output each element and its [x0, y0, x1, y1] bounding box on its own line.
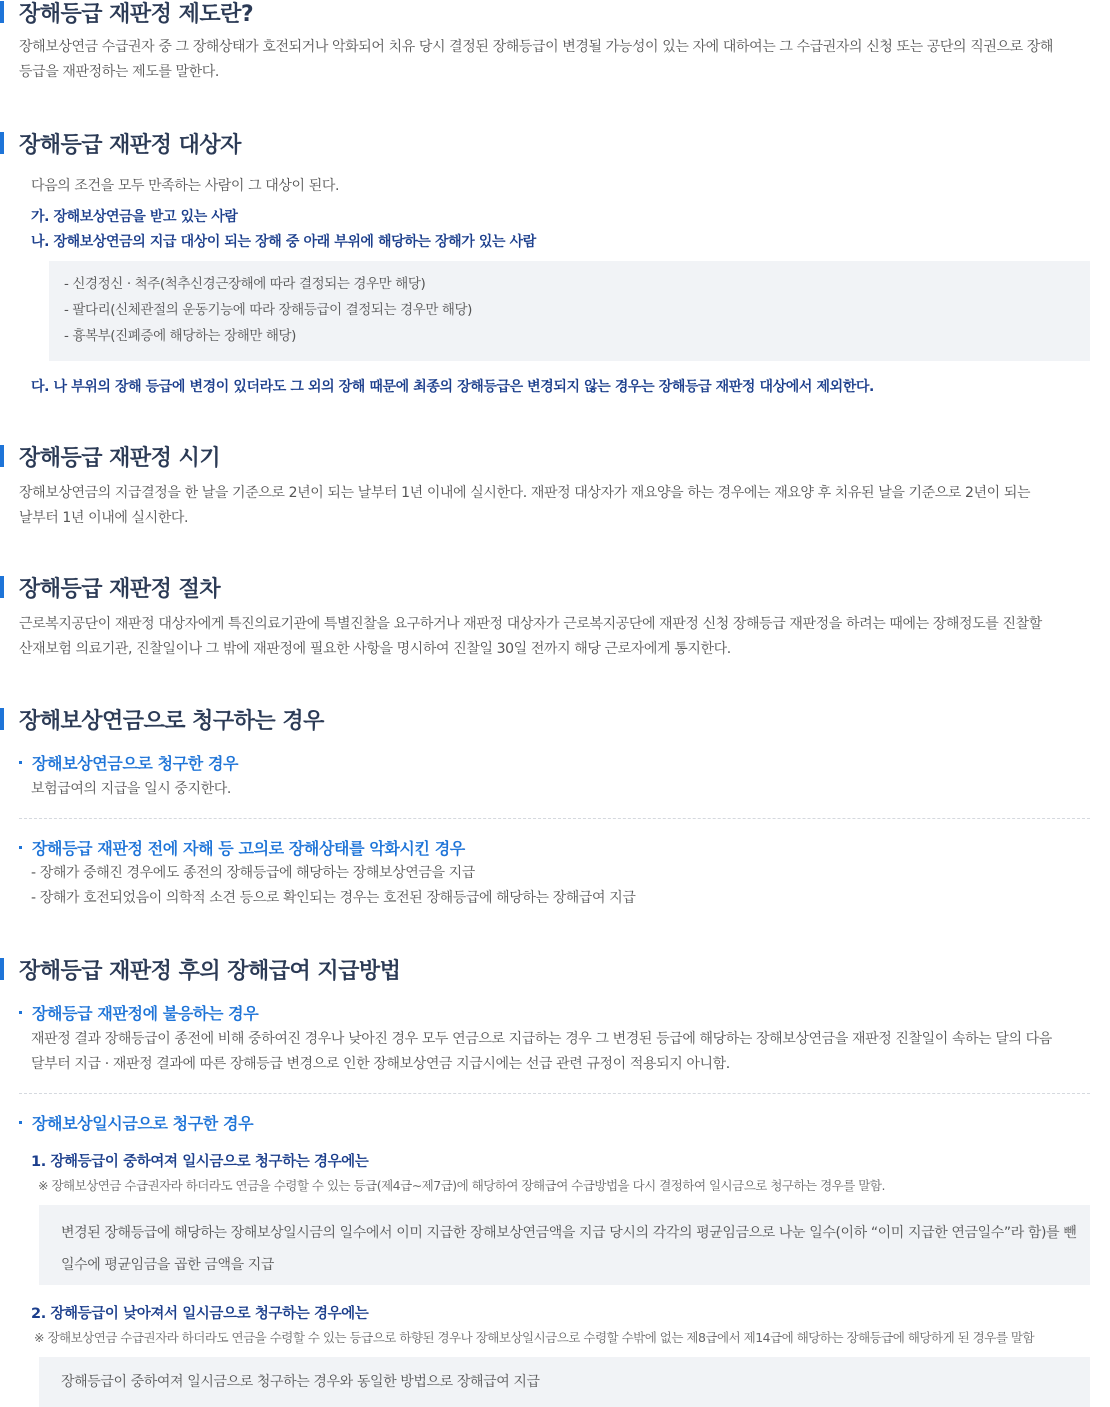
payment-sub1: 장해등급 재판정에 불응하는 경우: [19, 1001, 258, 1024]
lump-sum-item2-box: 장해등급이 중하여져 일시금으로 청구하는 경우와 동일한 방법으로 장해급여 지급: [39, 1357, 1090, 1407]
list-item: - 흉복부(진폐증에 해당하는 장해만 해당): [64, 328, 297, 344]
section-what-is-text: 장해보상연금 수급권자 중 그 장해상태가 호전되거나 악화되어 치유 당시 결정된 장해등급이 변경될 가능성이 있는 자에 대하여는 그 수급권자의 신청 또는 공단의 직권으로 장해 등급을 재판정하는 제도를 말한다.: [19, 39, 1054, 80]
list-item: - 신경정신 · 척주(척추신경근장해에 따라 결정되는 경우만 해당): [64, 276, 426, 292]
section-title-what-is: 장해등급 재판정 제도란?: [0, 0, 253, 27]
divider: [19, 1093, 1090, 1094]
target-intro: 다음의 조건을 모두 만족하는 사람이 그 대상이 된다.: [31, 178, 340, 194]
bullet-icon: [19, 761, 22, 764]
lump-sum-item1-box: 변경된 장해등급에 해당하는 장해보상일시금의 일수에서 이미 지급한 장해보상연금액을 지급 당시의 각각의 평균임금으로 나눈 일수(이하 “이미 지급한 연금일수”라 함)를 뺀 일수에 평균임금을 곱한 금액을 지급: [39, 1205, 1090, 1285]
payment-sub2: 장해보상일시금으로 청구한 경우: [19, 1111, 253, 1134]
section-marker: [0, 132, 4, 154]
section-marker: [0, 445, 4, 467]
lump-sum-item2-title: 2. 장해등급이 낮아져서 일시금으로 청구하는 경우에는: [31, 1306, 369, 1322]
pension-claim-sub1-text: 보험급여의 지급을 일시 중지한다.: [31, 781, 231, 797]
bullet-icon: [19, 1011, 22, 1014]
divider: [19, 818, 1090, 819]
lump-sum-item2-note: ※ 장해보상연금 수급권자라 하더라도 연금을 수령할 수 있는 등급으로 하향된 경우나 장해보상일시금으로 수령할 수밖에 없는 제8급에서 제14급에 해당하는 장해등급에 해당하게 된 경우를 말함: [34, 1330, 1035, 1345]
section-title-timing: 장해등급 재판정 시기: [0, 441, 220, 471]
section-title-target: 장해등급 재판정 대상자: [0, 128, 241, 158]
list-item: - 팔다리(신체관절의 운동기능에 따라 장해등급이 결정되는 경우만 해당): [64, 302, 473, 318]
bullet-icon: [19, 1121, 22, 1124]
list-item: - 장해가 중해진 경우에도 종전의 장해등급에 해당하는 장해보상연금을 지급: [31, 865, 475, 881]
section-title-procedure: 장해등급 재판정 절차: [0, 572, 220, 602]
target-body-parts-box: [49, 261, 1090, 361]
lump-sum-item1-note: ※ 장해보상연금 수급권자라 하더라도 연금을 수령할 수 있는 등급(제4급∼제7급)에 해당하여 장해급여 수급방법을 다시 결정하여 일시금으로 청구하는 경우를 말함.: [38, 1178, 885, 1193]
target-exclusion: 다. 나 부위의 장해 등급에 변경이 있더라도 그 외의 장해 때문에 최종의 장해등급은 변경되지 않는 경우는 장해등급 재판정 대상에서 제외한다.: [31, 379, 874, 395]
payment-sub1-text: 재판정 결과 장해등급이 종전에 비해 중하여진 경우나 낮아진 경우 모두 연금으로 지급하는 경우 그 변경된 등급에 해당하는 장해보상연금을 재판정 진찰일이 속하는 달의 다음 달부터 지급 · 재판정 결과에 따른 장해등급 변경으로 인한 장해보상연금 지급시에는 선급 관련 규정이 적용되지 아니함.: [31, 1031, 1052, 1072]
bullet-icon: [19, 846, 22, 849]
section-title-payment-method: 장해등급 재판정 후의 장해급여 지급방법: [0, 954, 400, 984]
section-marker: [0, 958, 4, 980]
pension-claim-sub2-list: [31, 861, 635, 911]
target-condition-ga: 가. 장해보상연금을 받고 있는 사람 나. 장해보상연금의 지급 대상이 되는 장해 중 아래 부위에 해당하는 장해가 있는 사람: [31, 209, 536, 250]
pension-claim-sub1: 장해보상연금으로 청구한 경우: [19, 751, 238, 774]
section-marker: [0, 708, 4, 730]
section-title-pension-claim: 장해보상연금으로 청구하는 경우: [0, 704, 324, 734]
section-timing-text: 장해보상연금의 지급결정을 한 날을 기준으로 2년이 되는 날부터 1년 이내에 실시한다. 재판정 대상자가 재요양을 하는 경우에는 재요양 후 치유된 날을 기준으로 2년이 되는 날부터 1년 이내에 실시한다.: [19, 485, 1031, 526]
section-marker: [0, 576, 4, 598]
section-marker: [0, 1, 4, 23]
list-item: - 장해가 호전되었음이 의학적 소견 등으로 확인되는 경우는 호전된 장해등급에 해당하는 장해급여 지급: [31, 890, 636, 906]
pension-claim-sub2: 장해등급 재판정 전에 자해 등 고의로 장해상태를 악화시킨 경우: [19, 836, 465, 859]
lump-sum-item1-title: 1. 장해등급이 중하여져 일시금으로 청구하는 경우에는: [31, 1154, 369, 1170]
section-procedure-text: 근로복지공단이 재판정 대상자에게 특진의료기관에 특별진찰을 요구하거나 재판정 대상자가 근로복지공단에 재판정 신청 장해등급 재판정을 하려는 때에는 장해정도를 진찰할 산재보험 의료기관, 진찰일이나 그 밖에 재판정에 필요한 사항을 명시하여 진찰일 30일 전까지 해당 근로자에게 통지한다.: [19, 616, 1042, 657]
